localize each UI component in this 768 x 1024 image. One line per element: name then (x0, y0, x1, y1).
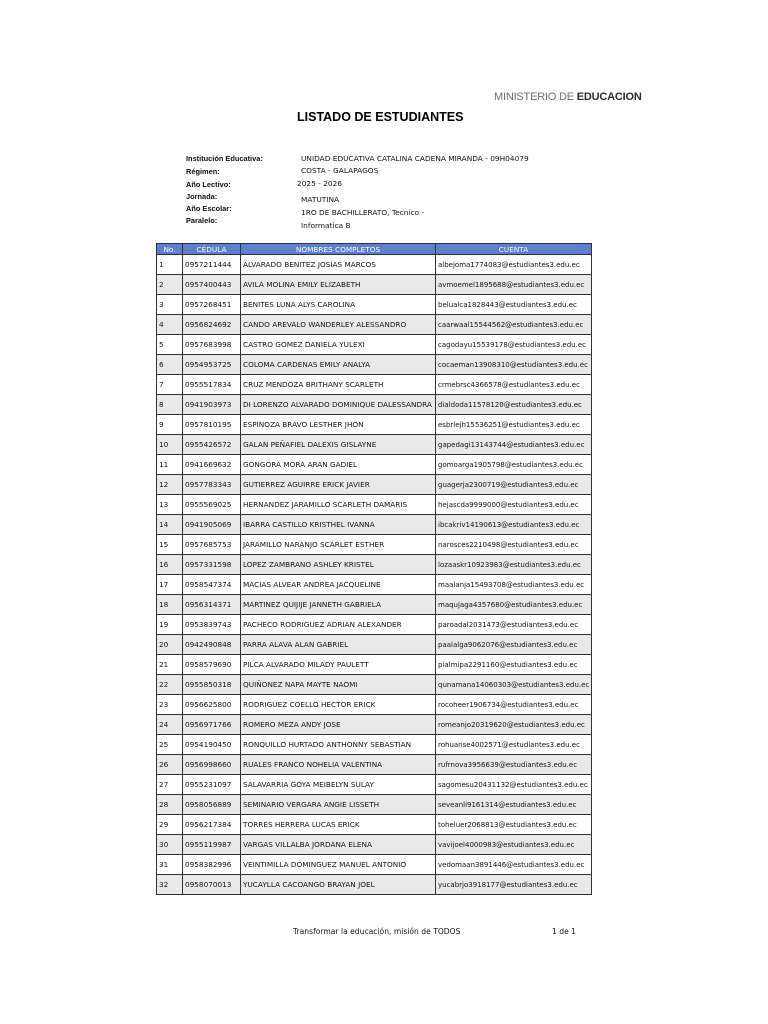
cell-no: 10 (157, 435, 183, 455)
cell-cedula: 0957685753 (183, 535, 241, 555)
cell-cedula: 0941905069 (183, 515, 241, 535)
cell-no: 28 (157, 795, 183, 815)
cell-cedula: 0957810195 (183, 415, 241, 435)
cell-email: esbrlejh15536251@estudiantes3.edu.ec (436, 415, 592, 435)
cell-cedula: 0956217384 (183, 815, 241, 835)
table-row (157, 275, 592, 295)
cell-no: 1 (157, 255, 183, 275)
table-row (157, 815, 592, 835)
cell-name: DI LORENZO ALVARADO DOMINIQUE DALESSANDRA (241, 395, 436, 415)
cell-no: 3 (157, 295, 183, 315)
cell-name: SALAVARRIA GOYA MEIBELYN SULAY (241, 775, 436, 795)
cell-email: ibcakriv14190613@estudiantes3.edu.ec (436, 515, 592, 535)
cell-cedula: 0954953725 (183, 355, 241, 375)
cell-cedula: 0956314371 (183, 595, 241, 615)
table-row (157, 435, 592, 455)
cell-email: seveanli9161314@estudiantes3.edu.ec (436, 795, 592, 815)
cell-no: 13 (157, 495, 183, 515)
cell-email: hejascda9999000@estudiantes3.edu.ec (436, 495, 592, 515)
cell-email: romeanjo20319620@estudiantes3.edu.ec (436, 715, 592, 735)
cell-name: LOPEZ ZAMBRANO ASHLEY KRISTEL (241, 555, 436, 575)
table-row (157, 715, 592, 735)
cell-email: paalalga9062076@estudiantes3.edu.ec (436, 635, 592, 655)
cell-name: ESPINOZA BRAVO LESTHER JHON (241, 415, 436, 435)
cell-email: narosces2210498@estudiantes3.edu.ec (436, 535, 592, 555)
cell-email: vavijoel4000983@estudiantes3.edu.ec (436, 835, 592, 855)
table-header-row (157, 244, 592, 255)
cell-name: JARAMILLO NARANJO SCARLET ESTHER (241, 535, 436, 555)
cell-cedula: 0958579690 (183, 655, 241, 675)
cell-name: GUTIERREZ AGUIRRE ERICK JAVIER (241, 475, 436, 495)
cell-email: cocaeman13908310@estudiantes3.edu.ec (436, 355, 592, 375)
cell-cedula: 0955850318 (183, 675, 241, 695)
cell-cedula: 0955517834 (183, 375, 241, 395)
cell-email: cagodayu15539178@estudiantes3.edu.ec (436, 335, 592, 355)
cell-name: COLOMA CARDENAS EMILY ANALYA (241, 355, 436, 375)
table-row (157, 535, 592, 555)
cell-no: 31 (157, 855, 183, 875)
cell-cedula: 0957783343 (183, 475, 241, 495)
cell-no: 14 (157, 515, 183, 535)
students-table (156, 243, 592, 895)
cell-no: 4 (157, 315, 183, 335)
table-row (157, 875, 592, 895)
table-row (157, 695, 592, 715)
header-nombres: NOMBRES COMPLETOS (241, 244, 436, 255)
cell-name: AVILA MOLINA EMILY ELIZABETH (241, 275, 436, 295)
footer-page-number: 1 de 1 (552, 927, 576, 936)
cell-email: avmoemel1895688@estudiantes3.edu.ec (436, 275, 592, 295)
footer-slogan: Transformar la educación, misión de TODOS (293, 927, 461, 936)
table-row (157, 475, 592, 495)
cell-email: albejoma1774083@estudiantes3.edu.ec (436, 255, 592, 275)
cell-no: 30 (157, 835, 183, 855)
cell-name: HERNANDEZ JARAMILLO SCARLETH DAMARIS (241, 495, 436, 515)
cell-email: lozaaskr10923983@estudiantes3.edu.ec (436, 555, 592, 575)
footer-page-box (552, 927, 576, 937)
ano-lectivo-value: 2025 - 2026 (297, 179, 342, 188)
cell-email: yucabrjo3918177@estudiantes3.edu.ec (436, 875, 592, 895)
cell-cedula: 0957331598 (183, 555, 241, 575)
cell-email: guagerja2300719@estudiantes3.edu.ec (436, 475, 592, 495)
table-row (157, 795, 592, 815)
cell-email: belualca1828443@estudiantes3.edu.ec (436, 295, 592, 315)
cell-no: 11 (157, 455, 183, 475)
table-row (157, 495, 592, 515)
cell-email: caarwaal15544562@estudiantes3.edu.ec (436, 315, 592, 335)
cell-no: 19 (157, 615, 183, 635)
cell-no: 7 (157, 375, 183, 395)
cell-cedula: 0955426572 (183, 435, 241, 455)
cell-no: 6 (157, 355, 183, 375)
cell-name: CASTRO GOMEZ DANIELA YULEXI (241, 335, 436, 355)
cell-name: VEINTIMILLA DOMINGUEZ MANUEL ANTONIO (241, 855, 436, 875)
cell-no: 12 (157, 475, 183, 495)
cell-email: maalanja15493708@estudiantes3.edu.ec (436, 575, 592, 595)
table-row (157, 515, 592, 535)
cell-name: MARTINEZ QUIJIJE JANNETH GABRIELA (241, 595, 436, 615)
cell-email: dialdoda11578120@estudiantes3.edu.ec (436, 395, 592, 415)
cell-name: RUALES FRANCO NOHELIA VALENTINA (241, 755, 436, 775)
page-title: LISTADO DE ESTUDIANTES (297, 110, 464, 124)
institucion-value: UNIDAD EDUCATIVA CATALINA CADENA MIRANDA - 09H04079 (301, 154, 529, 163)
cell-no: 22 (157, 675, 183, 695)
cell-email: vedomaan3891446@estudiantes3.edu.ec (436, 855, 592, 875)
table-row (157, 315, 592, 335)
regimen-value: COSTA - GALAPAGOS (301, 166, 379, 175)
table-row (157, 855, 592, 875)
cell-cedula: 0957268451 (183, 295, 241, 315)
cell-name: RODRIGUEZ COELLO HECTOR ERICK (241, 695, 436, 715)
cell-name: TORRES HERRERA LUCAS ERICK (241, 815, 436, 835)
cell-name: ROMERO MEZA ANDY JOSE (241, 715, 436, 735)
cell-no: 29 (157, 815, 183, 835)
cell-email: maqujaga4357680@estudiantes3.edu.ec (436, 595, 592, 615)
table-row (157, 835, 592, 855)
cell-name: PILCA ALVARADO MILADY PAULETT (241, 655, 436, 675)
cell-cedula: 0958070013 (183, 875, 241, 895)
cell-cedula: 0956971766 (183, 715, 241, 735)
cell-no: 18 (157, 595, 183, 615)
table-row (157, 295, 592, 315)
cell-cedula: 0941903973 (183, 395, 241, 415)
cell-email: gomoarga1905798@estudiantes3.edu.ec (436, 455, 592, 475)
cell-name: BENITES LUNA ALYS CAROLINA (241, 295, 436, 315)
cell-name: GALAN PEÑAFIEL DALEXIS GISLAYNE (241, 435, 436, 455)
cell-no: 26 (157, 755, 183, 775)
cell-email: crmebrsc4366578@estudiantes3.edu.ec (436, 375, 592, 395)
table-row (157, 355, 592, 375)
jornada-label: Jornada: (186, 192, 218, 201)
ano-escolar-value: 1RO DE BACHILLERATO, Tecnico - (301, 208, 425, 217)
cell-no: 21 (157, 655, 183, 675)
cell-cedula: 0957211444 (183, 255, 241, 275)
ministry-logo: MINISTERIO DE EDUCACION (494, 91, 642, 103)
table-row (157, 375, 592, 395)
header-cuenta: CUENTA (436, 244, 592, 255)
cell-name: IBARRA CASTILLO KRISTHEL IVANNA (241, 515, 436, 535)
table-row (157, 755, 592, 775)
cell-no: 5 (157, 335, 183, 355)
table-row (157, 415, 592, 435)
ano-escolar-label: Año Escolar: (186, 204, 232, 213)
cell-no: 23 (157, 695, 183, 715)
cell-cedula: 0956998660 (183, 755, 241, 775)
cell-cedula: 0956824692 (183, 315, 241, 335)
table-row (157, 595, 592, 615)
cell-cedula: 0955119987 (183, 835, 241, 855)
jornada-value: MATUTINA (301, 195, 340, 204)
cell-name: PARRA ALAVA ALAN GABRIEL (241, 635, 436, 655)
cell-email: rohuanse4002571@estudiantes3.edu.ec (436, 735, 592, 755)
cell-cedula: 0957683998 (183, 335, 241, 355)
cell-email: pialmipa2291160@estudiantes3.edu.ec (436, 655, 592, 675)
table-row (157, 635, 592, 655)
cell-name: QUIÑONEZ NAPA MAYTE NAOMI (241, 675, 436, 695)
cell-cedula: 0957400443 (183, 275, 241, 295)
cell-cedula: 0953839743 (183, 615, 241, 635)
cell-email: qunamana14060303@estudiantes3.edu.ec (436, 675, 592, 695)
cell-no: 24 (157, 715, 183, 735)
header-cedula: CÉDULA (183, 244, 241, 255)
cell-cedula: 0958382996 (183, 855, 241, 875)
cell-name: PACHECO RODRIGUEZ ADRIAN ALEXANDER (241, 615, 436, 635)
paralelo-label: Paralelo: (186, 216, 218, 225)
table-row (157, 555, 592, 575)
cell-email: paroadal2031473@estudiantes3.edu.ec (436, 615, 592, 635)
cell-name: SEMINARIO VERGARA ANGIE LISSETH (241, 795, 436, 815)
ano-lectivo-label: Año Lectivo: (186, 180, 231, 189)
footer-slogan-box (293, 927, 461, 937)
regimen-label: Régimen: (186, 167, 220, 176)
cell-no: 20 (157, 635, 183, 655)
cell-name: RONQUILLO HURTADO ANTHONNY SEBASTIAN (241, 735, 436, 755)
institucion-label: Institución Educativa: (186, 154, 263, 163)
cell-name: CRUZ MENDOZA BRITHANY SCARLETH (241, 375, 436, 395)
cell-cedula: 0958547374 (183, 575, 241, 595)
cell-name: GONGORA MORA ARAN GADIEL (241, 455, 436, 475)
cell-no: 9 (157, 415, 183, 435)
cell-email: rufrnova3956639@estudiantes3.edu.ec (436, 755, 592, 775)
table-row (157, 335, 592, 355)
table-row (157, 735, 592, 755)
cell-email: gapedagi13143744@estudiantes3.edu.ec (436, 435, 592, 455)
table-row (157, 395, 592, 415)
cell-name: VARGAS VILLALBA JORDANA ELENA (241, 835, 436, 855)
cell-no: 2 (157, 275, 183, 295)
paralelo-value: Informatica B (301, 221, 351, 230)
table-row (157, 675, 592, 695)
cell-cedula: 0941669632 (183, 455, 241, 475)
cell-cedula: 0958056889 (183, 795, 241, 815)
table-body (157, 255, 592, 895)
header-no: No. (157, 244, 183, 255)
cell-no: 17 (157, 575, 183, 595)
table-row (157, 455, 592, 475)
cell-no: 25 (157, 735, 183, 755)
cell-cedula: 0956625800 (183, 695, 241, 715)
table-row (157, 655, 592, 675)
cell-email: sagomesu20431132@estudiantes3.edu.ec (436, 775, 592, 795)
cell-cedula: 0955569025 (183, 495, 241, 515)
cell-name: CANDO AREVALO WANDERLEY ALESSANDRO (241, 315, 436, 335)
cell-name: ALVARADO BENITEZ JOSIAS MARCOS (241, 255, 436, 275)
cell-no: 32 (157, 875, 183, 895)
table-row (157, 255, 592, 275)
cell-no: 8 (157, 395, 183, 415)
table-row (157, 775, 592, 795)
cell-no: 15 (157, 535, 183, 555)
cell-no: 27 (157, 775, 183, 795)
table-row (157, 615, 592, 635)
cell-email: toheluer2068813@estudiantes3.edu.ec (436, 815, 592, 835)
cell-cedula: 0954190450 (183, 735, 241, 755)
cell-cedula: 0942490848 (183, 635, 241, 655)
cell-cedula: 0955231097 (183, 775, 241, 795)
cell-no: 16 (157, 555, 183, 575)
cell-email: rocoheer1906734@estudiantes3.edu.ec (436, 695, 592, 715)
table-row (157, 575, 592, 595)
cell-name: MACIAS ALVEAR ANDREA JACQUELINE (241, 575, 436, 595)
cell-name: YUCAYLLA CACOANGO BRAYAN JOEL (241, 875, 436, 895)
